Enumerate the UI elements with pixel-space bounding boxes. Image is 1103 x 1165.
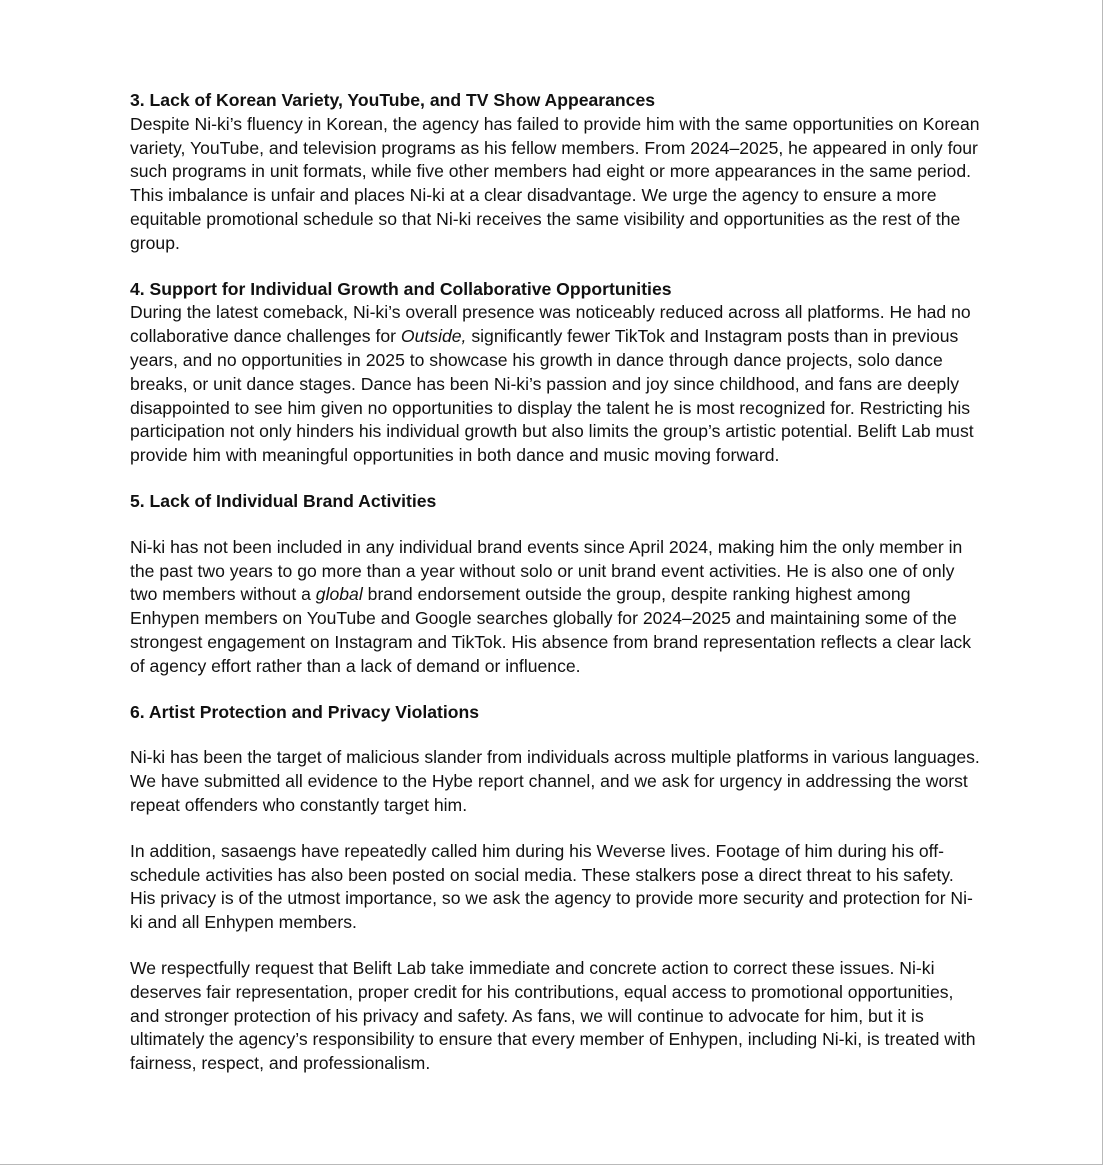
section-5-body — [130, 536, 980, 679]
section-4-body-start: During the latest comeback, Ni-ki’s overall presence was noticeably reduced across all platforms. He had no collaborative dance challenges for — [130, 302, 971, 347]
section-gap — [130, 256, 980, 278]
section-3-heading: 3. Lack of Korean Variety, YouTube, and TV Show Appearances — [130, 90, 656, 110]
section-6-body-2: In addition, sasaengs have repeatedly called him during his Weverse lives. Footage of him during his off-schedule activities has also been posted on social media. These stalkers pose a direct threat to his safety. His privacy is of the utmost importance, so we ask the agency to provide more security and protection for Ni-ki and all Enhypen members. — [130, 840, 973, 933]
section-gap — [130, 468, 980, 490]
section-4-body — [130, 301, 980, 468]
paragraph-gap — [130, 818, 980, 840]
section-4-body-italic: Outside, — [400, 326, 467, 347]
section-4-body-end: significantly fewer TikTok and Instagram posts than in previous years, and no opportunities in 2025 to showcase his growth in dance through dance projects, solo dance breaks, or unit dance stages. Dance has been Ni-ki’s passion and joy since childhood, and fans are deeply disappointed to see him given no opportunities to display the talent he is most recognized for. Restricting his participation not only hinders his individual growth but also limits the group’s artistic potential. Belift Lab must provide him with meaningful opportunities in both dance and music moving forward. — [130, 326, 974, 466]
section-5-body-start: Ni-ki has not been included in any individual brand events since April 2024, making him the only member in the past two years to go more than a year without solo or unit brand event activities. He is also one of only two members without a — [130, 536, 963, 605]
section-6-heading: 6. Artist Protection and Privacy Violations — [130, 701, 480, 722]
closing-paragraph: We respectfully request that Belift Lab take immediate and concrete action to correct these issues. Ni-ki deserves fair representation, proper credit for his contributions, equal access to promotional opportunities, and stronger protection of his privacy and safety. As fans, we will continue to advocate for him, but it is ultimately the agency’s responsibility to ensure that every member of Enhypen, including Ni-ki, is treated with fairness, respect, and professionalism. — [130, 957, 976, 1074]
section-4-heading: 4. Support for Individual Growth and Collaborative Opportunities — [130, 278, 672, 299]
paragraph-gap — [130, 935, 980, 957]
section-gap — [130, 679, 980, 701]
document-body — [130, 89, 980, 1076]
section-6-body: Ni-ki has been the target of malicious slander from individuals across multiple platforms in various languages. We have submitted all evidence to the Hybe report channel, and we ask for urgency in addressing the worst repeat offenders who constantly target him. — [130, 747, 980, 815]
section-5-body-italic: global — [315, 584, 363, 605]
section-3-body: Despite Ni-ki’s fluency in Korean, the agency has failed to provide him with the same opportunities on Korean variety, YouTube, and television programs as his fellow members. From 2024–2025, he appeared in only four such programs in unit formats, while five other members had eight or more appearances in the same period. This imbalance is unfair and places Ni-ki at a clear disadvantage. We urge the agency to ensure a more equitable promotional schedule so that Ni-ki receives the same visibility and opportunities as the rest of the group. — [130, 113, 980, 253]
section-5-body-end: brand endorsement outside the group, despite ranking highest among Enhypen members on YouTube and Google searches globally for 2024–2025 and maintaining some of the strongest engagement on Instagram and TikTok. His absence from brand representation reflects a clear lack of agency effort rather than a lack of demand or influence. — [130, 584, 972, 676]
heading-gap — [130, 724, 980, 746]
heading-gap — [130, 514, 980, 536]
section-5-heading: 5. Lack of Individual Brand Activities — [130, 490, 437, 511]
